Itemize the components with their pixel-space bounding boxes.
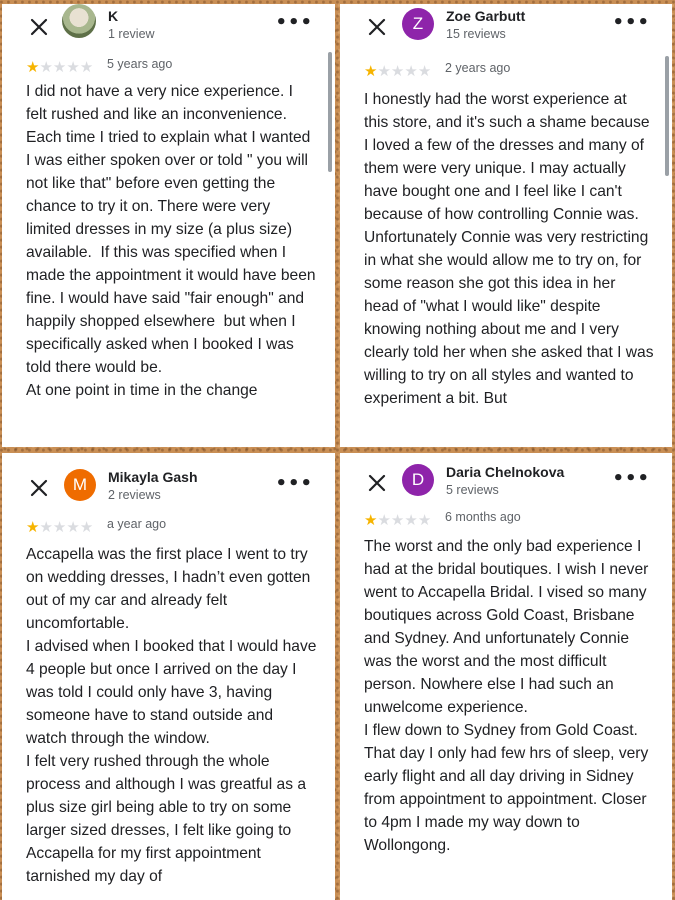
star-filled-icon: ★ (364, 62, 378, 80)
review-text: I honestly had the worst experience at this store, and it's such a shame because I loved a few of the dresses and many of them were very unique. I may actually have bought one and I feel like I can't because of how controlling Connie was. Unfortunately Connie was very restricting in what she would allow me to try on, for some reason she got this idea in her head of "what I would like" despite knowing nothing about me and I very clearly told her when she asked that I was willing to try on all styles and wanted to experiment a bit. But (364, 91, 658, 407)
star-empty-icon: ★ (52, 58, 67, 76)
more-options-button[interactable] (612, 468, 650, 489)
review-text: The worst and the only bad experience I had at the bridal boutiques. I wish I never went to Accapella Bridal. I vised so many boutiques across Gold Coast, Brisbane and Sydney. And unfortunately Connie was the worst and the most difficult person. Nowhere else I had such an unwelcome experience. I flew down to Sydney from Gold Coast. That day I only had few hrs of sleep, very early flight and all day driving in Sidney from appointment to appointment. Closer to 4pm I made my way down to Wollongong. (364, 538, 649, 854)
star-empty-icon: ★ (39, 518, 53, 536)
review-card (340, 4, 672, 447)
star-empty-icon: ★ (79, 518, 94, 536)
close-button[interactable] (28, 16, 50, 38)
review-card (2, 453, 335, 900)
star-empty-icon: ★ (39, 58, 53, 76)
review-card (2, 4, 335, 447)
review-header (340, 464, 672, 508)
more-options-button[interactable] (275, 473, 313, 494)
close-icon (28, 477, 50, 499)
reviewer-name[interactable]: Daria Chelnokova (446, 464, 565, 480)
close-icon (366, 16, 388, 38)
scrollbar[interactable] (665, 56, 669, 176)
more-vert-icon: ••• (275, 12, 313, 33)
star-empty-icon: ★ (390, 511, 405, 529)
more-vert-icon: ••• (612, 12, 650, 33)
close-button[interactable] (28, 477, 50, 499)
star-rating (26, 59, 93, 75)
star-empty-icon: ★ (377, 511, 391, 529)
more-options-button[interactable] (275, 12, 313, 33)
review-header (2, 469, 335, 513)
star-filled-icon: ★ (26, 518, 40, 536)
star-empty-icon: ★ (377, 62, 391, 80)
star-empty-icon: ★ (79, 58, 94, 76)
star-empty-icon: ★ (390, 62, 405, 80)
review-count: 2 reviews (108, 488, 161, 502)
review-time: a year ago (107, 517, 167, 531)
reviewer-name[interactable]: Mikayla Gash (108, 469, 198, 485)
review-count: 5 reviews (446, 483, 499, 497)
more-vert-icon: ••• (612, 468, 650, 489)
avatar[interactable]: D (402, 464, 434, 496)
close-icon (366, 472, 388, 494)
close-icon (28, 16, 50, 38)
star-empty-icon: ★ (417, 511, 432, 529)
avatar[interactable] (62, 4, 96, 38)
avatar[interactable]: M (64, 469, 96, 501)
star-rating (364, 63, 431, 79)
star-empty-icon: ★ (404, 62, 418, 80)
review-card (340, 453, 672, 900)
reviewer-name[interactable]: K (108, 8, 119, 24)
star-empty-icon: ★ (66, 518, 80, 536)
star-empty-icon: ★ (417, 62, 432, 80)
star-rating (364, 512, 431, 528)
review-count: 1 review (108, 27, 155, 41)
review-header (2, 8, 335, 52)
more-options-button[interactable] (612, 12, 650, 33)
review-text: Accapella was the first place I went to try on wedding dresses, I hadn’t even gotten out of my car and already felt uncomfortable. I advised when I booked that I would have 4 people but once I arrived on the day I was told I could only have 3, having someone have to stand outside and watch through the window. I felt very rushed through the whole process and although I was greatful as a plus size girl being able to try on some larger sized dresses, I felt like going to Accapella for my first appointment tarnished my day of (26, 546, 317, 885)
review-header (340, 8, 672, 52)
close-button[interactable] (366, 16, 388, 38)
review-text: I did not have a very nice experience. I felt rushed and like an inconvenience. Each time I tried to explain what I wanted I was either spoken over or told " you will not like that" before even getting the chance to try it on. There were very limited dresses in my size (a plus size) available. If this was specified when I made the appointment it would have been fine. I would have said "fair enough" and happily shopped elsewhere but when I specifically asked when I booked I was told there would be. At one point in time in the change (26, 83, 316, 399)
star-filled-icon: ★ (364, 511, 378, 529)
star-filled-icon: ★ (26, 58, 40, 76)
reviewer-name[interactable]: Zoe Garbutt (446, 8, 526, 24)
star-empty-icon: ★ (52, 518, 67, 536)
review-count: 15 reviews (446, 27, 506, 41)
star-empty-icon: ★ (404, 511, 418, 529)
avatar[interactable]: Z (402, 8, 434, 40)
close-button[interactable] (366, 472, 388, 494)
more-vert-icon: ••• (275, 473, 313, 494)
star-rating (26, 519, 93, 535)
review-time: 2 years ago (445, 61, 511, 75)
star-empty-icon: ★ (66, 58, 80, 76)
review-time: 6 months ago (445, 510, 521, 524)
scrollbar[interactable] (328, 52, 332, 172)
review-time: 5 years ago (107, 57, 173, 71)
